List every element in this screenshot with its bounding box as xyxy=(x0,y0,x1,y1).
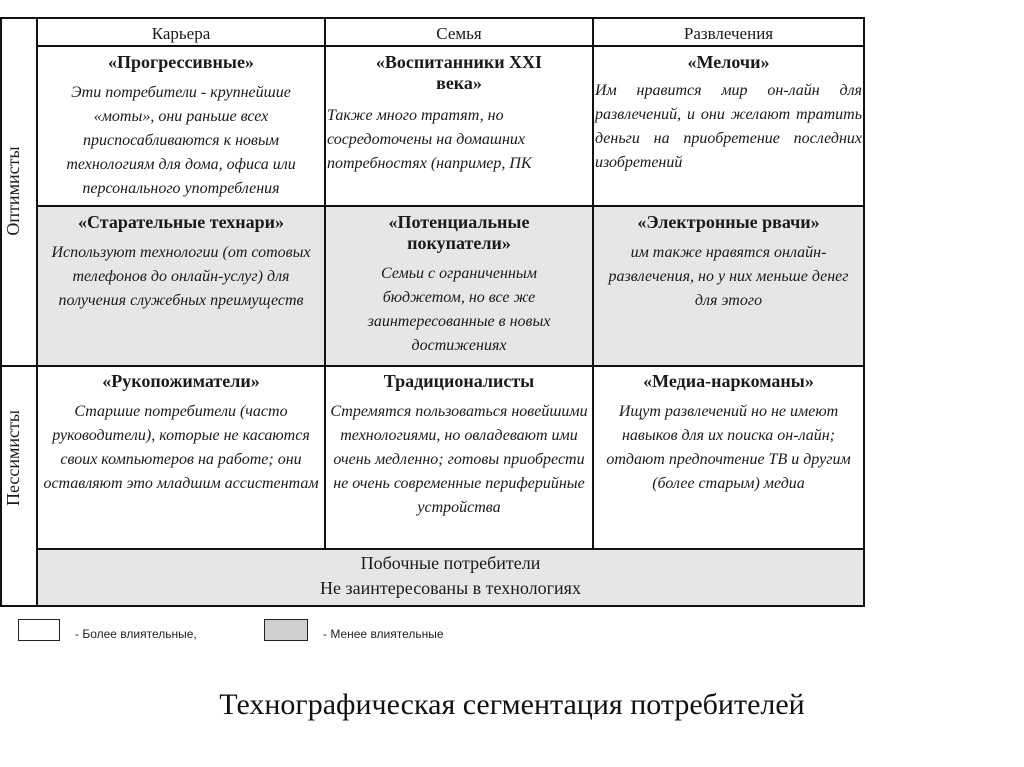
side-consumers-title: Побочные потребители xyxy=(360,553,541,573)
segment-description: им также нравятся онлайн-развлечения, но у них меньше денег для этого xyxy=(608,244,849,309)
segment-title: «Потенциальные покупатели» xyxy=(388,212,530,253)
segment-description: Стремятся пользоваться новейшими технологиями, но овладевают ими очень медленно; готовы приобрести не очень современные периферийные устройства xyxy=(330,403,588,516)
segment-description: Им нравится мир он-лайн для развлечений, и они желают тратить деньги на приобретение последних изобретений xyxy=(595,82,862,171)
divider xyxy=(37,45,865,47)
divider xyxy=(592,17,594,550)
column-header-family: Семья xyxy=(436,24,482,43)
divider xyxy=(0,365,865,367)
segment-description: Эти потребители - крупнейшие «моты», они раньше всех приспосабливаются к новым технологиям для дома, офиса или персонального употребления xyxy=(66,84,296,197)
divider xyxy=(36,17,38,607)
divider xyxy=(37,548,865,550)
segment-description: Семьи с ограниченным бюджетом, но все же заинтересованные в новых достижениях xyxy=(367,265,551,354)
segment-description: Используют технологии (от сотовых телефонов до онлайн-услуг) для получения служебных преимуществ xyxy=(51,244,311,309)
row-label-optimists: Оптимисты xyxy=(3,146,23,236)
segment-title: «Старательные технари» xyxy=(78,212,284,232)
row-label-pessimists: Пессимисты xyxy=(3,409,23,507)
column-header-career: Карьера xyxy=(151,24,211,43)
segment-title: Традиционалисты xyxy=(383,371,535,391)
segment-title: «Электронные рвачи» xyxy=(637,212,820,232)
divider xyxy=(324,17,326,550)
column-header-entertainment: Развлечения xyxy=(683,24,774,43)
segment-title: «Мелочи» xyxy=(687,52,770,72)
segment-description: Старшие потребители (часто руководители), которые не касаются своих компьютеров на работе; они оставляют это младшим ассистентам xyxy=(43,403,319,492)
segment-title: «Медиа-наркоманы» xyxy=(643,371,814,391)
side-consumers-description: Не заинтересованы в технологиях xyxy=(320,578,581,598)
segment-description: Также много тратят, но сосредоточены на домашних потребностях (например, ПК xyxy=(327,107,532,172)
table-outline xyxy=(0,17,865,607)
legend-swatch-white xyxy=(18,619,60,641)
segment-title: «Прогрессивные» xyxy=(108,52,254,72)
segment-description: Ищут развлечений но не имеют навыков для их поиска он-лайн; отдают предпочтение ТВ и другим (более старым) медиа xyxy=(606,403,851,492)
segment-title: «Рукопожиматели» xyxy=(102,371,260,391)
segment-title: «Воспитанники XXI века» xyxy=(375,52,543,93)
divider xyxy=(37,205,865,207)
legend-label-less-influential: - Менее влиятельные xyxy=(323,627,444,641)
legend-label-more-influential: - Более влиятельные, xyxy=(75,627,197,641)
legend-swatch-gray xyxy=(264,619,308,641)
page-caption: Технографическая сегментация потребителей xyxy=(219,688,805,721)
